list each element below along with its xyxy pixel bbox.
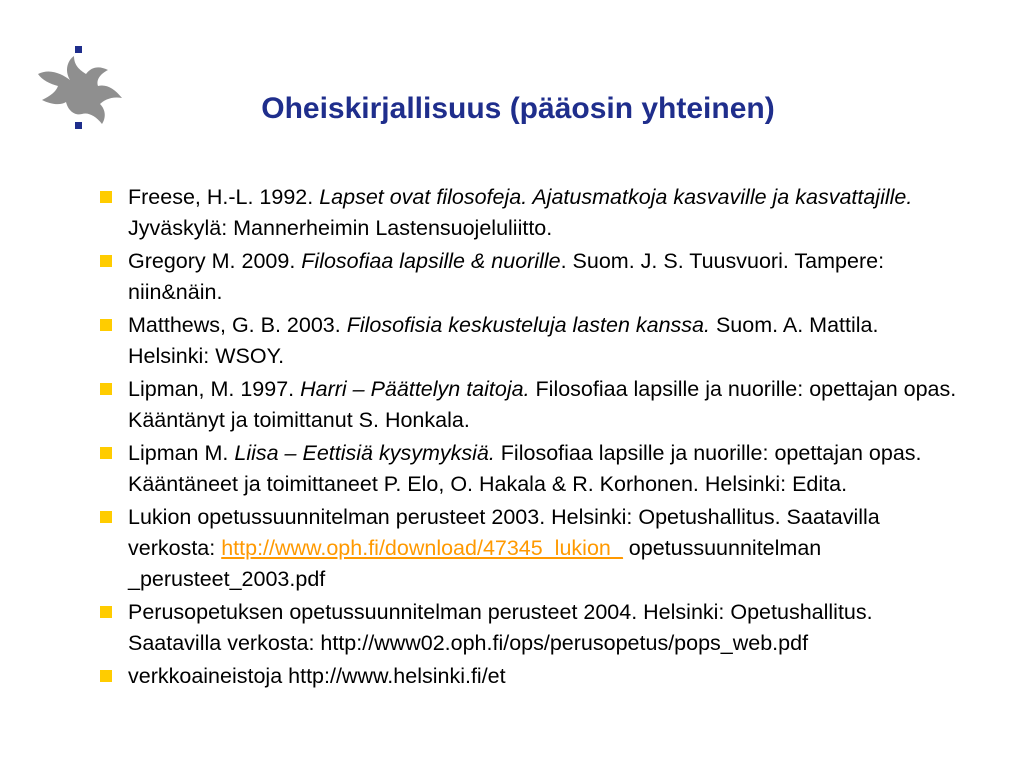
reference-text: Lipman M. [128, 441, 235, 465]
reference-text: verkkoaineistoja http://www.helsinki.fi/et [128, 664, 506, 688]
reference-list [100, 182, 960, 694]
reference-text: Gregory M. 2009. [128, 249, 302, 273]
reference-title: Liisa – Eettisiä kysymyksiä. [234, 441, 495, 465]
reference-publisher: opetussuunnitelman _perusteet_2003.pdf [128, 536, 822, 591]
list-item [100, 374, 960, 436]
list-item [100, 597, 960, 659]
square-bullet-icon [100, 191, 112, 203]
square-bullet-icon [100, 670, 112, 682]
square-bullet-icon [100, 255, 112, 267]
reference-title: Lapset ovat filosofeja. Ajatusmatkoja kasvaville ja kasvattajille. [319, 185, 913, 209]
reference-text: Lukion opetussuunnitelman perusteet 2003. Helsinki: Opetushallitus. Saatavilla verkosta: [128, 505, 880, 560]
square-bullet-icon [100, 319, 112, 331]
slide-title: Oheiskirjallisuus (pääosin yhteinen) [261, 92, 775, 125]
reference-publisher: Jyväskylä: Mannerheimin Lastensuojeluliitto. [128, 216, 553, 240]
reference-title: Filosofiaa lapsille & nuorille [301, 249, 561, 273]
square-bullet-icon [100, 383, 112, 395]
square-bullet-icon [100, 606, 112, 618]
list-item [100, 182, 960, 244]
square-bullet-icon [100, 447, 112, 459]
reference-title: Harri – Päättelyn taitoja. [300, 377, 530, 401]
reference-publisher: Suom. A. Mattila. Helsinki: WSOY. [128, 313, 879, 368]
square-bullet-icon [100, 511, 112, 523]
reference-publisher: Filosofiaa lapsille ja nuorille: opettajan opas. Kääntäneet ja toimittaneet P. Elo, O. Hakala & R. Korhonen. Helsinki: Edita. [128, 441, 922, 496]
reference-publisher: Filosofiaa lapsille ja nuorille: opettajan opas. Kääntänyt ja toimittanut S. Honkala. [128, 377, 957, 432]
list-item [100, 661, 960, 692]
reference-text: Freese, H.-L. 1992. [128, 185, 320, 209]
list-item [100, 310, 960, 372]
list-item [100, 502, 960, 595]
reference-publisher: . Suom. J. S. Tuusvuori. Tampere: niin&näin. [128, 249, 885, 304]
reference-text: Matthews, G. B. 2003. [128, 313, 347, 337]
reference-link[interactable]: http://www.oph.fi/download/47345_lukion_ [221, 536, 623, 560]
list-item [100, 246, 960, 308]
reference-title: Filosofisia keskusteluja lasten kanssa. [346, 313, 710, 337]
reference-text: Lipman, M. 1997. [128, 377, 301, 401]
list-item [100, 438, 960, 500]
reference-text: Perusopetuksen opetussuunnitelman perusteet 2004. Helsinki: Opetushallitus. Saatavilla verkosta: http://www02.oph.fi/ops/perusopetus/pops_web.pdf [128, 600, 873, 655]
